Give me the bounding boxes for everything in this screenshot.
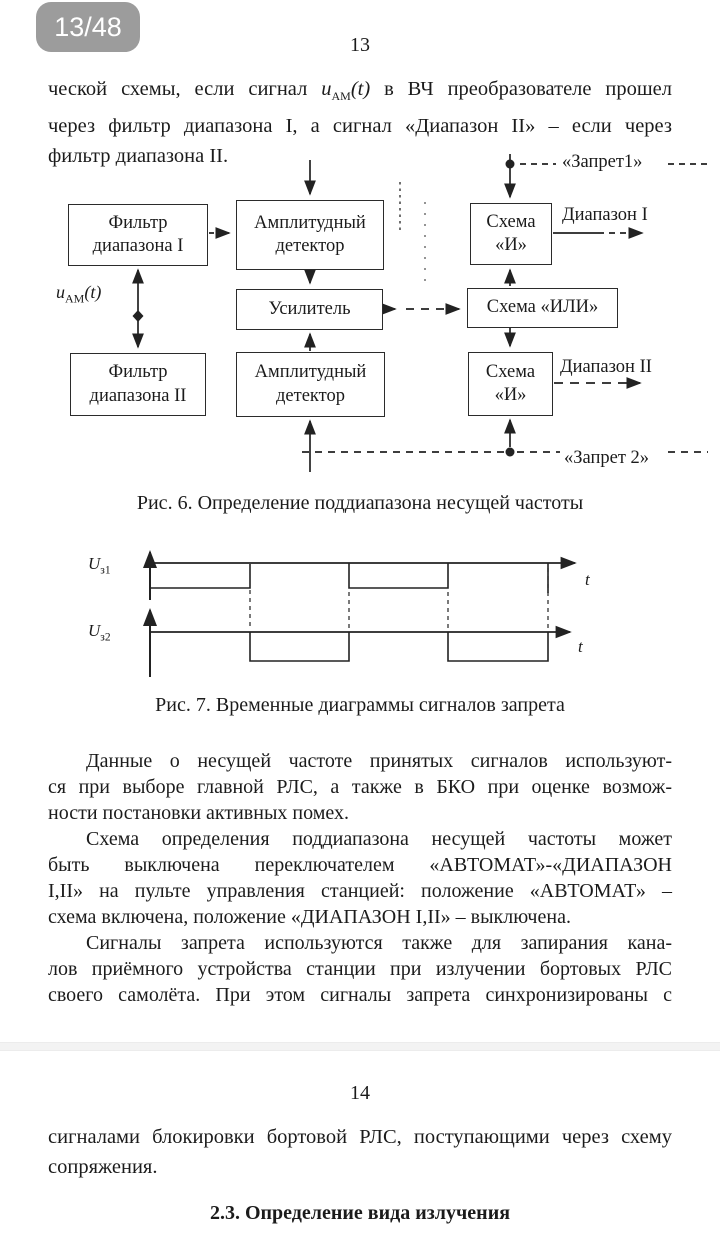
text-line: ся при выборе главной РЛС, а также в БКО при оценке возмож- [48, 776, 672, 798]
text-line: сигналами блокировки бортовой РЛС, поступающими через схему [48, 1126, 672, 1148]
block-and-gate-2: Схема «И» [468, 352, 553, 416]
label-signal-u-z1 [88, 554, 111, 576]
label-input-signal [56, 282, 101, 307]
figure7-caption: Рис. 7. Временные диаграммы сигналов запрета [155, 694, 565, 716]
formula-var: u [321, 78, 332, 100]
text-line: сопряжения. [48, 1156, 158, 1178]
page-number-13: 13 [350, 34, 370, 56]
label-time-axis-2: t [578, 637, 583, 656]
block-amplitude-detector-2: Амплитудный детектор [236, 352, 385, 417]
text-line: фильтр диапазона II. [48, 145, 229, 168]
text-line: Схема определения поддиапазона несущей частоты может [86, 828, 672, 850]
text-span: в ВЧ преобразователе прошел [370, 78, 673, 100]
figure7-diagram [0, 540, 720, 695]
text-span: ческой схемы, если сигнал [48, 78, 322, 100]
text-line [48, 74, 672, 111]
text-line: лов приёмного устройства станции при излучении бортовых РЛС [48, 958, 672, 980]
label-signal-u-z2 [88, 621, 111, 643]
section-heading: 2.3. Определение вида излучения [209, 1202, 511, 1224]
text-line: Данные о несущей частоте принятых сигналов используют- [86, 750, 672, 772]
label-range1: Диапазон I [562, 205, 648, 225]
formula-sub: АМ [65, 291, 85, 306]
text-line: Сигналы запрета используются также для запирания кана- [86, 932, 672, 954]
label-zapret2: «Запрет 2» [564, 448, 650, 468]
label-time-axis-1: t [585, 570, 590, 589]
text-line: схема включена, положение «ДИАПАЗОН I,II» – выключена. [48, 906, 571, 928]
text-line: ности постановки активных помех. [48, 802, 349, 824]
formula-sub: з2 [100, 631, 111, 644]
page-separator [0, 1042, 720, 1051]
block-filter-range2: Фильтр диапазона II [70, 353, 206, 416]
formula-sub: АМ [331, 89, 351, 104]
block-and-gate-1: Схема «И» [470, 203, 552, 265]
text-line: быть выключена переключателем «АВТОМАТ»-«ДИАПАЗОН [48, 854, 672, 876]
page-number-14: 14 [350, 1082, 370, 1104]
label-zapret1: «Запрет1» [562, 152, 643, 172]
formula-var: U [88, 554, 101, 573]
formula-var: U [88, 621, 101, 640]
figure6-diagram [0, 150, 720, 480]
label-range2: Диапазон II [560, 357, 652, 377]
block-or-gate: Схема «ИЛИ» [467, 288, 618, 328]
text-line: I,II» на пульте управления станцией: положение «АВТОМАТ» – [48, 880, 672, 902]
page14-paragraph [48, 1122, 672, 1182]
body-paragraphs [48, 748, 672, 1008]
formula-sub: з1 [100, 564, 111, 577]
text-line: через фильтр диапазона I, а сигнал «Диапазон II» – если через [48, 115, 672, 138]
block-amplifier: Усилитель [236, 289, 383, 330]
formula-arg: (t) [350, 78, 371, 100]
text-line: своего самолёта. При этом сигналы запрета синхронизированы с [48, 984, 672, 1006]
formula-var: u [56, 282, 65, 302]
block-filter-range1: Фильтр диапазона I [68, 204, 208, 266]
page-indicator-badge: 13/48 [36, 2, 140, 52]
figure6-caption: Рис. 6. Определение поддиапазона несущей частоты [136, 492, 584, 514]
formula-arg: (t) [84, 282, 102, 302]
block-amplitude-detector-1: Амплитудный детектор [236, 200, 384, 270]
